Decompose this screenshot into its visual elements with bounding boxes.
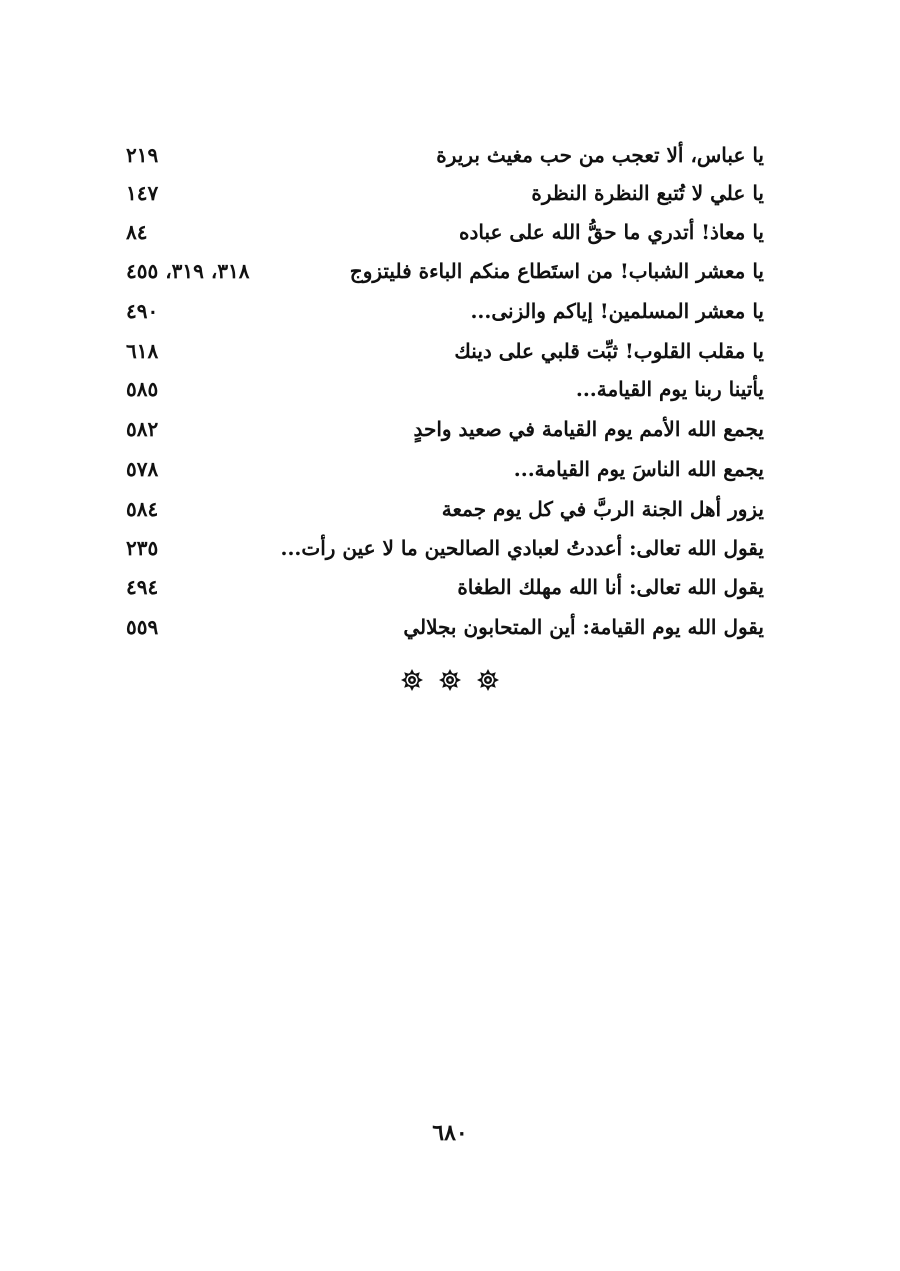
entry-page-refs: ٥٨٢ (126, 417, 159, 441)
index-entry (0, 291, 900, 331)
entry-text: يا عباس، ألا تعجب من حب مغيث بريرة (436, 143, 764, 167)
entry-text: يأتينا ربنا يوم القيامة... (575, 377, 764, 401)
entry-text: يقول الله تعالى: أعددتُ لعبادي الصالحين ما لا عين رأت... (280, 536, 764, 560)
flower-ornament-icon (438, 668, 462, 692)
section-end-ornaments (0, 668, 900, 700)
entry-text: يجمع الله الأمم يوم القيامة في صعيد واحدٍ (413, 417, 764, 441)
entry-page-refs: ٥٨٥ (126, 377, 159, 401)
entry-text: يا علي لا تُتبع النظرة النظرة (531, 181, 764, 205)
entry-page-refs: ٤٩٤ (126, 575, 159, 599)
entry-page-refs: ٥٨٤ (126, 497, 159, 521)
index-entry (0, 173, 900, 213)
entry-page-refs: ٤٩٠ (126, 299, 159, 323)
entry-text: يقول الله يوم القيامة: أين المتحابون بجلالي (403, 615, 764, 639)
index-entry (0, 567, 900, 607)
index-entry (0, 449, 900, 489)
index-entry (0, 212, 900, 252)
index-entry (0, 607, 900, 647)
page-number: ٦٨٠ (432, 1120, 468, 1146)
flower-ornament-icon (400, 668, 424, 692)
index-entry (0, 528, 900, 568)
entry-text: يقول الله تعالى: أنا الله مهلك الطغاة (457, 575, 764, 599)
index-entry (0, 369, 900, 409)
flower-ornament-icon (476, 668, 500, 692)
entry-text: يا معشر الشباب! من استَطاع منكم الباءة فليتزوج (349, 259, 764, 283)
index-entry (0, 409, 900, 449)
entry-text: يا معشر المسلمين! إياكم والزنى... (470, 299, 764, 323)
entry-page-refs: ٥٧٨ (126, 457, 159, 481)
entry-page-refs: ٦١٨ (126, 339, 159, 363)
entry-page-refs: ٥٥٩ (126, 615, 159, 639)
entry-text: يزور أهل الجنة الربَّ في كل يوم جمعة (441, 497, 764, 521)
index-entry (0, 251, 900, 291)
entry-page-refs: ٨٤ (126, 220, 148, 244)
entry-page-refs: ٣١٨، ٣١٩، ٤٥٥ (126, 259, 250, 283)
index-entry (0, 135, 900, 175)
entry-text: يجمع الله الناسَ يوم القيامة... (513, 457, 764, 481)
entry-page-refs: ٢١٩ (126, 143, 159, 167)
entry-text: يا معاذ! أتدري ما حقُّ الله على عباده (459, 220, 764, 244)
entry-page-refs: ٢٣٥ (126, 536, 159, 560)
entry-text: يا مقلب القلوب! ثبِّت قلبي على دينك (454, 339, 764, 363)
index-entry (0, 331, 900, 371)
index-entry (0, 489, 900, 529)
entry-page-refs: ١٤٧ (126, 181, 159, 205)
